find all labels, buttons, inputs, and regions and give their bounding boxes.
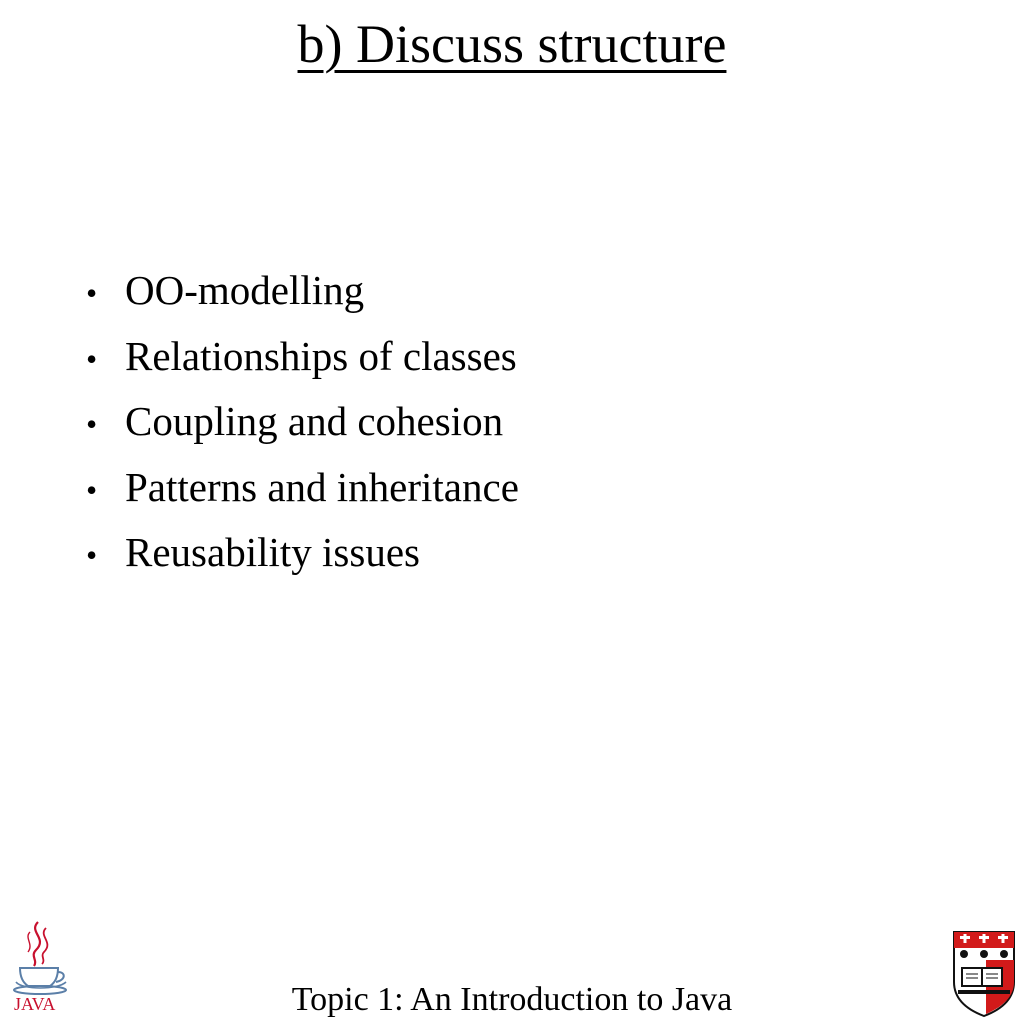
bullet-icon: • xyxy=(86,406,98,442)
bullet-text: Relationships of classes xyxy=(125,332,517,379)
bullet-text: Coupling and cohesion xyxy=(125,398,504,444)
list-item xyxy=(86,459,519,525)
list-item xyxy=(86,393,519,459)
bullet-text: Patterns and inheritance xyxy=(125,463,519,510)
university-crest xyxy=(952,930,1016,1018)
footer-topic: Topic 1: An Introduction to Java xyxy=(291,981,733,1018)
java-logo-text: JAVA xyxy=(14,994,56,1014)
university-crest-icon xyxy=(952,930,1016,1018)
bullet-icon: • xyxy=(86,537,98,573)
bullet-icon: • xyxy=(86,340,98,377)
list-item xyxy=(86,328,519,394)
list-item xyxy=(86,262,519,328)
bullet-icon: • xyxy=(86,275,98,311)
slide-title: b) Discuss structure xyxy=(297,14,727,74)
bullet-text: OO-modelling xyxy=(125,267,365,313)
list-item xyxy=(86,524,519,590)
bullet-icon: • xyxy=(86,471,98,508)
bullet-text: Reusability issues xyxy=(125,529,420,575)
bullet-list xyxy=(86,262,519,590)
